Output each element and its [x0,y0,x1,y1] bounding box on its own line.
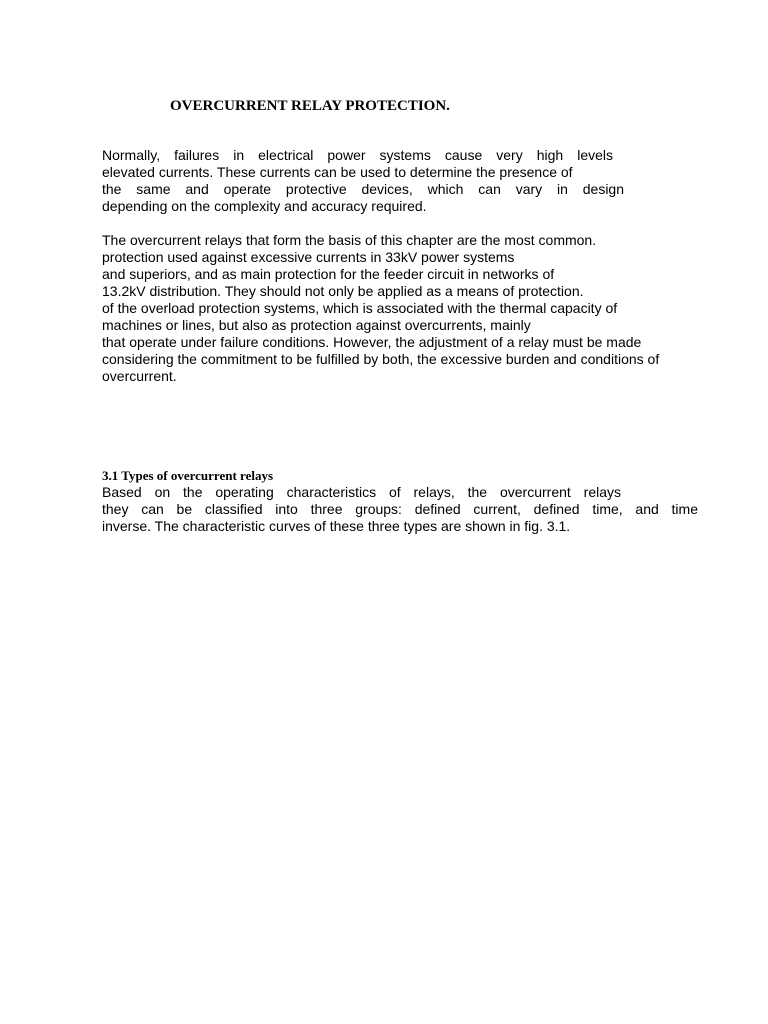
text-line: the same and operate protective devices, which can vary in design [102,181,624,197]
section-heading: 3.1 Types of overcurrent relays [102,468,274,483]
text-line: Normally, failures in electrical power systems cause very high levels [102,147,613,163]
page-title: OVERCURRENT RELAY PROTECTION. [170,98,450,114]
text-line: 13.2kV distribution. They should not only be applied as a means of protection. [102,283,584,299]
text-line: The overcurrent relays that form the basis of this chapter are the most common. [102,232,597,248]
text-line: machines or lines, but also as protection against overcurrents, mainly [102,317,531,333]
text-line: and superiors, and as main protection for the feeder circuit in networks of [102,266,555,282]
text-line: of the overload protection systems, which is associated with the thermal capacity of [102,300,618,316]
text-line: protection used against excessive currents in 33kV power systems [102,249,515,265]
text-line: they can be classified into three groups: defined current, defined time, and time [102,501,698,517]
paragraph-overcurrent-relays [102,232,659,385]
text-line: depending on the complexity and accuracy required. [102,198,427,214]
text-line: that operate under failure conditions. However, the adjustment of a relay must be made [102,334,642,350]
text-line: elevated currents. These currents can be used to determine the presence of [102,164,573,180]
text-line: inverse. The characteristic curves of these three types are shown in fig. 3.1. [102,518,571,534]
paragraph-types [102,484,698,535]
text-line: Based on the operating characteristics of relays, the overcurrent relays [102,484,621,500]
text-line: considering the commitment to be fulfilled by both, the excessive burden and conditions of [102,351,660,367]
text-line: overcurrent. [102,368,177,384]
paragraph-intro [102,147,624,215]
